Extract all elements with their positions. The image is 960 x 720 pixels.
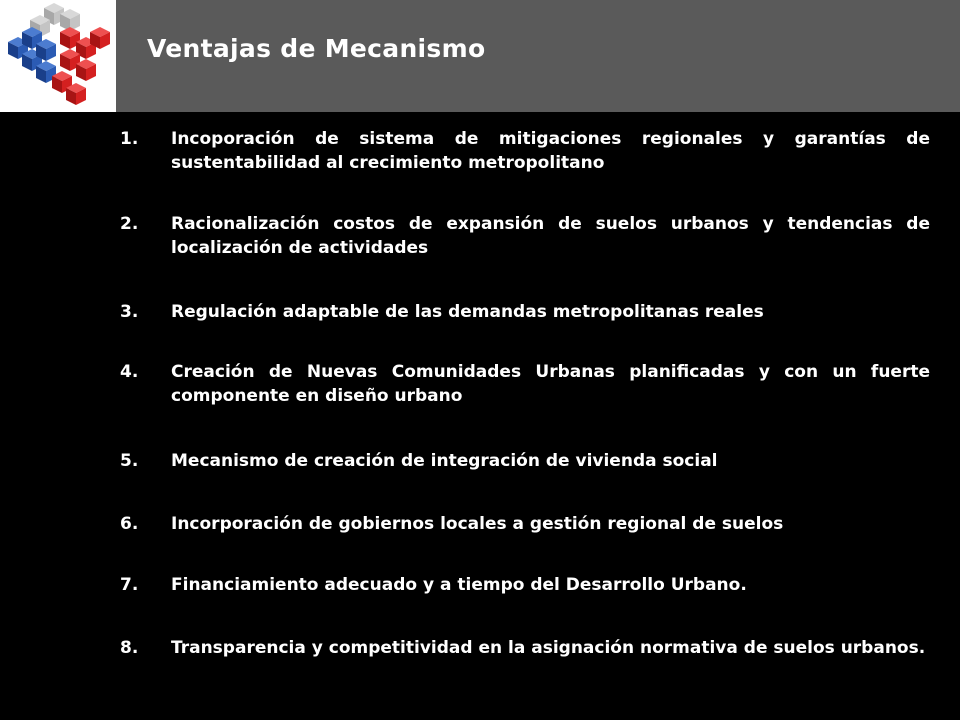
item-number: 7. — [120, 575, 139, 595]
item-number: 3. — [120, 302, 139, 322]
item-number: 6. — [120, 514, 139, 534]
item-number: 8. — [120, 638, 139, 658]
item-text: Transparencia y competitividad en la asignación normativa de suelos urbanos. — [171, 638, 926, 658]
item-text: Mecanismo de creación de integración de vivienda social — [171, 451, 718, 471]
item-text: Racionalización costos de expansión de suelos urbanos y tendencias de localización de actividades — [171, 214, 930, 258]
item-text: Incoporación de sistema de mitigaciones regionales y garantías de sustentabilidad al crecimiento metropolitano — [171, 129, 930, 173]
list-item — [120, 127, 930, 175]
item-number: 2. — [120, 214, 139, 234]
list-item — [120, 636, 930, 660]
list-item — [120, 212, 930, 260]
header-bar — [0, 0, 960, 112]
logo — [0, 0, 116, 112]
list-item — [120, 360, 930, 408]
item-number: 4. — [120, 362, 139, 382]
item-number: 1. — [120, 129, 139, 149]
list-item — [120, 512, 930, 536]
item-number: 5. — [120, 451, 139, 471]
item-text: Creación de Nuevas Comunidades Urbanas planificadas y con un fuerte componente en diseño urbano — [171, 362, 930, 406]
page-title: Ventajas de Mecanismo — [147, 34, 486, 63]
list-item — [120, 573, 930, 597]
item-text: Regulación adaptable de las demandas metropolitanas reales — [171, 302, 764, 322]
list-item — [120, 300, 930, 324]
cubes-logo-icon — [0, 0, 116, 112]
list-item — [120, 449, 930, 473]
item-text: Financiamiento adecuado y a tiempo del Desarrollo Urbano. — [171, 575, 747, 595]
item-text: Incorporación de gobiernos locales a gestión regional de suelos — [171, 514, 784, 534]
